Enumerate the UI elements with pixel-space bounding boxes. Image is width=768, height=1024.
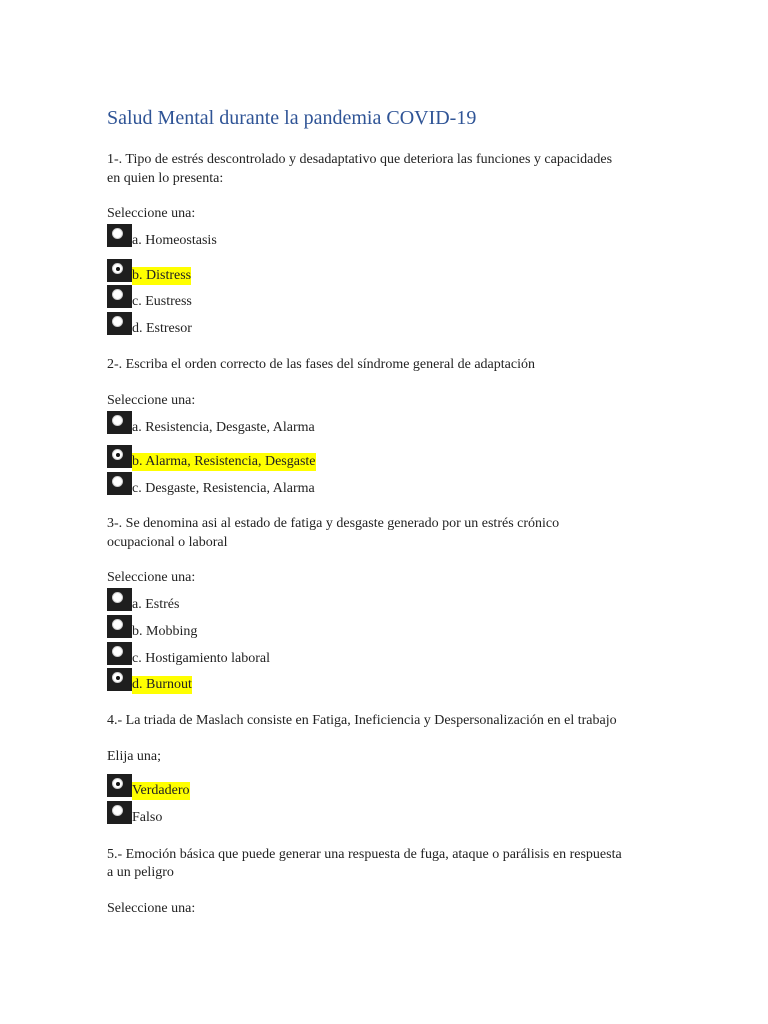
option-label: a. Resistencia, Desgaste, Alarma: [132, 420, 315, 435]
option-label-selected: b. Alarma, Resistencia, Desgaste: [132, 454, 316, 469]
option-label-selected: d. Burnout: [132, 677, 192, 692]
radio-button-icon[interactable]: [107, 615, 132, 638]
question-5-prompt: Seleccione una:: [107, 901, 196, 916]
option-label: a. Homeostasis: [132, 233, 217, 248]
question-5-text-line1: 5.- Emoción básica que puede generar una respuesta de fuga, ataque o parálisis en respuesta: [107, 847, 622, 862]
radio-button-selected-icon[interactable]: [107, 774, 132, 797]
option-label: c. Desgaste, Resistencia, Alarma: [132, 481, 315, 496]
question-3-prompt: Seleccione una:: [107, 570, 196, 585]
radio-button-icon[interactable]: [107, 312, 132, 335]
question-1-text-line1: 1-. Tipo de estrés descontrolado y desadaptativo que deteriora las funciones y capacidades: [107, 152, 613, 167]
option-label: a. Estrés: [132, 597, 180, 612]
option-label: Falso: [132, 810, 163, 825]
question-1-prompt: Seleccione una:: [107, 206, 196, 221]
option-label: c. Hostigamiento laboral: [132, 651, 271, 666]
radio-button-selected-icon[interactable]: [107, 445, 132, 468]
radio-button-icon[interactable]: [107, 642, 132, 665]
question-3-text-line2: ocupacional o laboral: [107, 535, 228, 550]
option-label: c. Eustress: [132, 294, 192, 309]
radio-button-icon[interactable]: [107, 472, 132, 495]
question-3-text-line1: 3-. Se denomina asi al estado de fatiga y desgaste generado por un estrés crónico: [107, 516, 560, 531]
question-2-prompt: Seleccione una:: [107, 393, 196, 408]
page-title: Salud Mental durante la pandemia COVID-19: [107, 107, 477, 129]
option-label-selected: b. Distress: [132, 268, 192, 283]
radio-button-icon[interactable]: [107, 588, 132, 611]
option-label-selected: Verdadero: [132, 783, 190, 798]
question-5-text-line2: a un peligro: [107, 865, 174, 880]
question-4-prompt: Elija una;: [107, 749, 162, 764]
radio-button-icon[interactable]: [107, 285, 132, 308]
radio-button-selected-icon[interactable]: [107, 668, 132, 691]
radio-button-selected-icon[interactable]: [107, 259, 132, 282]
question-4-text-line1: 4.- La triada de Maslach consiste en Fatiga, Ineficiencia y Despersonalización en el trabajo: [107, 713, 617, 728]
question-1-text-line2: en quien lo presenta:: [107, 171, 224, 186]
option-label: d. Estresor: [132, 321, 192, 336]
radio-button-icon[interactable]: [107, 801, 132, 824]
question-2-text-line1: 2-. Escriba el orden correcto de las fases del síndrome general de adaptación: [107, 357, 535, 372]
option-label: b. Mobbing: [132, 624, 198, 639]
radio-button-icon[interactable]: [107, 224, 132, 247]
radio-button-icon[interactable]: [107, 411, 132, 434]
